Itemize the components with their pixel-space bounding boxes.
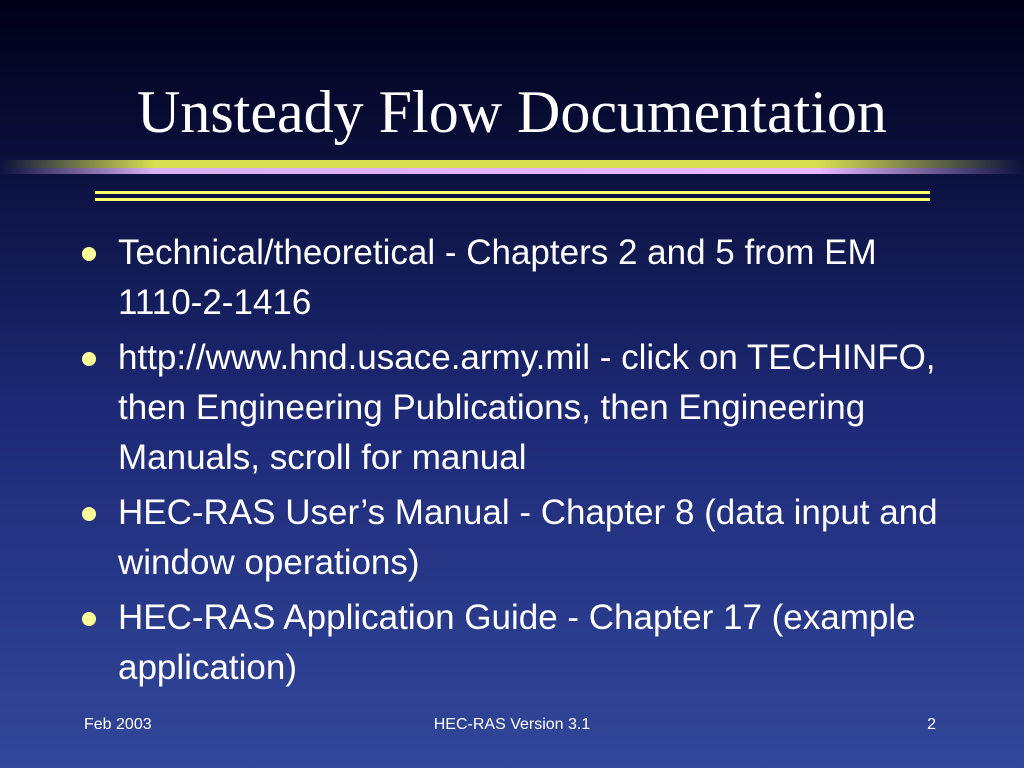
footer-title: HEC-RAS Version 3.1 [433,716,591,733]
list-item [80,593,940,693]
bullet-dot-icon [82,612,96,626]
bullet-dot-icon [82,352,96,366]
list-item [80,333,940,483]
bullet-text: HEC-RAS User’s Manual - Chapter 8 (data input and window operations) [118,493,938,582]
bullet-text: Technical/theoretical - Chapters 2 and 5 from EM 1110-2-1416 [118,233,877,322]
title-rule-shadow [0,168,1024,174]
title-rule [0,160,1024,168]
slide-title: Unsteady Flow Documentation [137,79,887,145]
bullet-text: HEC-RAS Application Guide - Chapter 17 (example application) [118,598,916,687]
bullet-dot-icon [82,507,96,521]
accent-rule-upper [95,191,930,194]
bullet-text: http://www.hnd.usace.army.mil - click on TECHINFO, then Engineering Publications, then Engineering Manuals, scroll for manual [118,338,936,477]
bullet-list [80,228,940,698]
page-number: 2 [927,716,936,733]
bullet-dot-icon [82,247,96,261]
accent-rule-lower [95,198,930,201]
footer-date: Feb 2003 [84,716,152,733]
list-item [80,228,940,328]
list-item [80,488,940,588]
